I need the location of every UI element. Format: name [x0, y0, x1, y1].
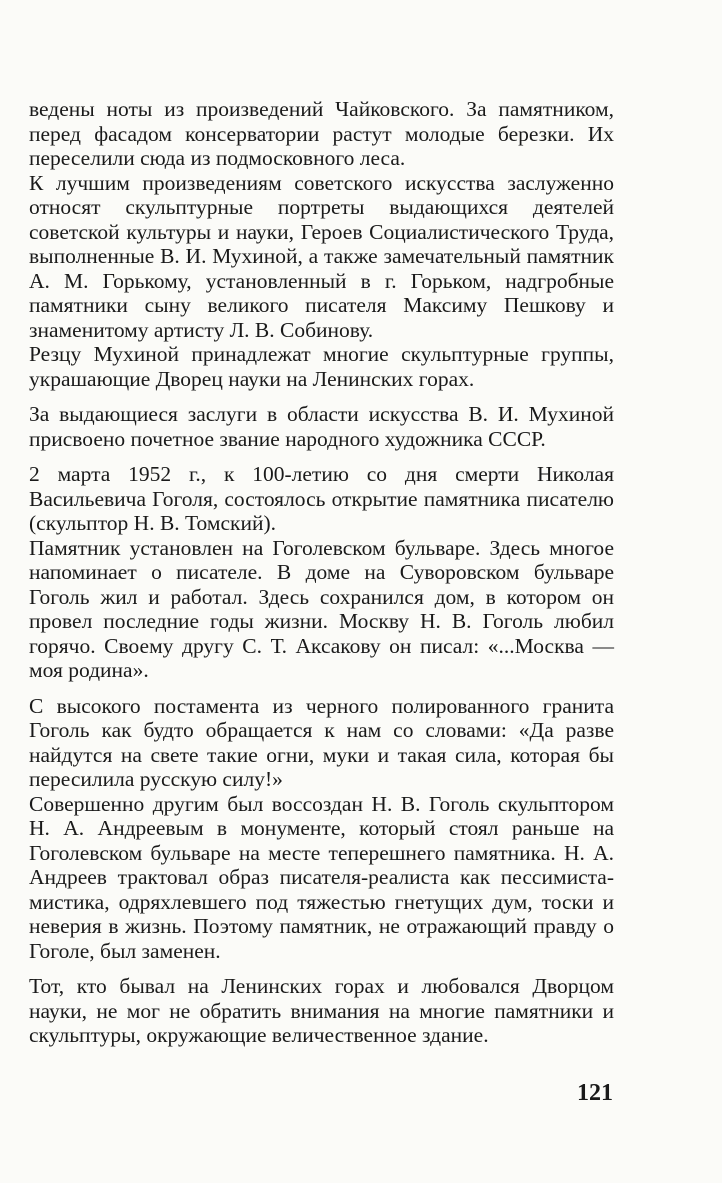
paragraph: 2 марта 1952 г., к 100-летию со дня смерти Николая Васильевича Гоголя, состоялось открытие памятника писателю (скульптор Н. В. Томский). — [29, 462, 614, 535]
paragraph: К лучшим произведениям советского искусства заслуженно относят скульптурные портреты выдающихся деятелей советской культуры и науки, Героев Социалистического Труда, выполненные В. И. Мухиной, а также замечательный памятник А. М. Горькому, установленный в г. Горьком, надгробные памятники сыну великого писателя Максиму Пешкову и знаменитому артисту Л. В. Собинову. — [29, 170, 614, 342]
paragraph: Памятник установлен на Гоголевском бульваре. Здесь многое напоминает о писателе. В доме на Суворовском бульваре Гоголь жил и работал. Здесь сохранился дом, в котором он провел последние годы жизни. Москву Н. В. Гоголь любил горячо. Своему другу С. Т. Аксакову он писал: «...Москва — моя родина». — [29, 535, 614, 682]
paragraph: ведены ноты из произведений Чайковского. За памятником, перед фасадом консерватории растут молодые березки. Их переселили сюда из подмосковного леса. — [29, 97, 614, 170]
body-text — [29, 97, 614, 1048]
paragraph: С высокого постамента из черного полированного гранита Гоголь как будто обращается к нам со словами: «Да разве найдутся на свете такие огни, муки и такая сила, которая бы пересилила русскую силу!» — [29, 693, 614, 791]
paragraph-gap — [29, 683, 614, 694]
paragraph: Тот, кто бывал на Ленинских горах и любовался Дворцом науки, не мог не обратить внимания на многие памятники и скульптуры, окружающие величественное здание. — [29, 974, 614, 1047]
paragraph-gap — [29, 391, 614, 402]
page-number: 121 — [577, 1080, 613, 1106]
paragraph: Совершенно другим был воссоздан Н. В. Гоголь скульптором Н. А. Андреевым в монументе, который стоял раньше на Гоголевском бульваре на месте теперешнего памятника. Н. А. Андреев трактовал образ писателя-реалиста как пессимиста-мистика, одряхлевшего под тяжестью гнетущих дум, тоски и неверия в жизнь. Поэтому памятник, не отражающий правду о Гоголе, был заменен. — [29, 791, 614, 963]
paragraph-gap — [29, 963, 614, 974]
paragraph: За выдающиеся заслуги в области искусства В. И. Мухиной присвоено почетное звание народного художника СССР. — [29, 402, 614, 451]
paragraph-gap — [29, 451, 614, 462]
paragraph: Резцу Мухиной принадлежат многие скульптурные группы, украшающие Дворец науки на Ленинских горах. — [29, 342, 614, 391]
